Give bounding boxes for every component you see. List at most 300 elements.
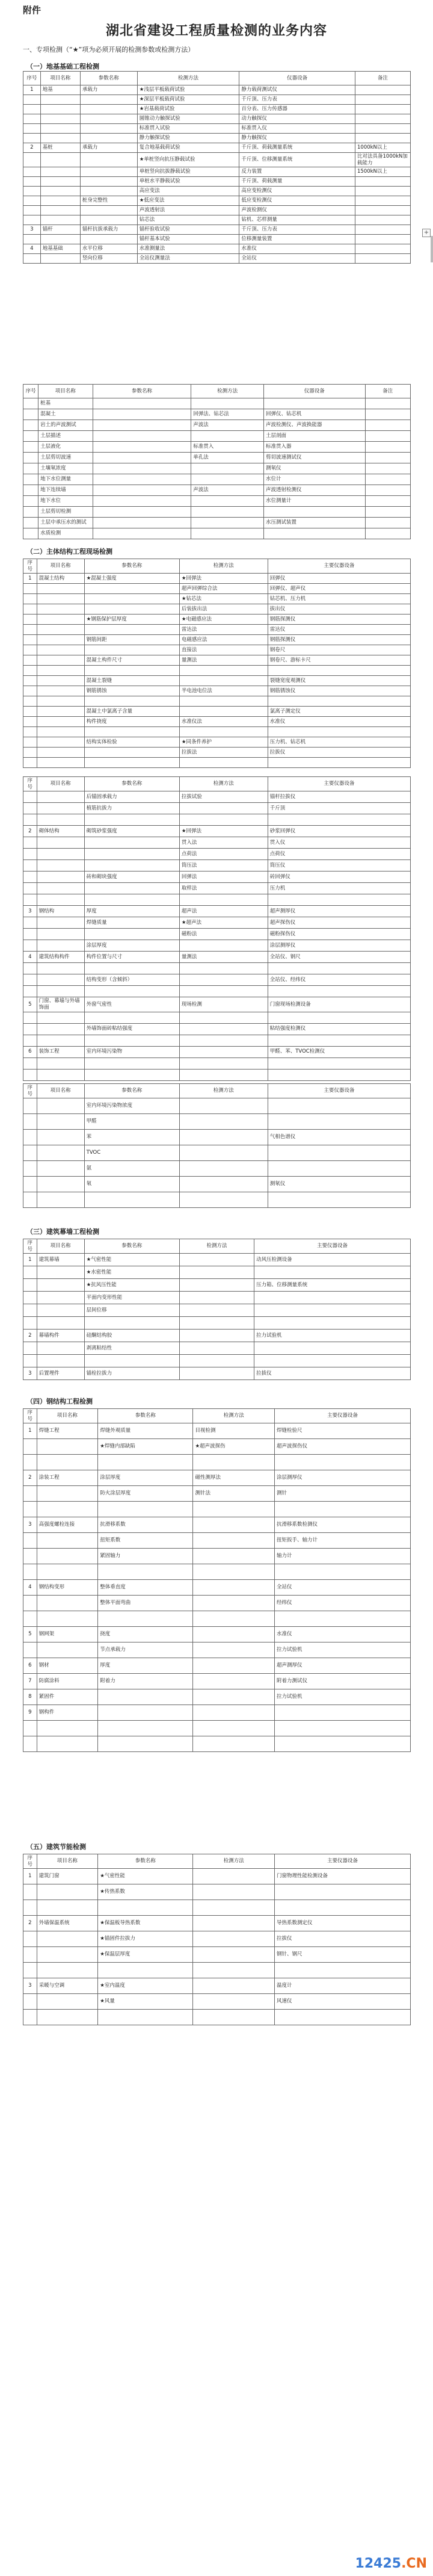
table-cell: 超声测厚仪 [275,1658,411,1674]
table-cell [23,1549,37,1564]
table-row [23,1046,411,1057]
table-row [23,940,411,952]
table-cell [191,507,264,518]
table-cell [40,215,80,225]
table-cell: 复合地基载荷试验 [137,143,239,153]
table-cell [40,134,80,143]
table-row [23,604,411,615]
table-row [23,1069,411,1080]
table-cell [179,676,268,686]
column-header: 序号 [23,559,37,574]
table-cell [23,1342,37,1355]
table-row [23,196,411,206]
table-cell [179,1266,254,1279]
table-cell: 雷达仪 [268,625,410,635]
table-cell: 量测法 [179,952,268,963]
table-cell [23,791,37,803]
table-cell [80,105,137,114]
table-cell [84,1012,179,1023]
table-cell [268,814,410,826]
table-cell [23,1994,37,2010]
table-cell: 拉拔仪 [275,1931,411,1947]
table-cell [37,1611,98,1627]
table-cell: 单桩水平静载试验 [137,177,239,187]
table-cell [268,727,410,737]
table-cell [193,1643,275,1658]
table-cell: 混凝土结构 [37,574,84,584]
table-cell: ★气密性能 [84,1254,179,1266]
table-row [23,254,411,264]
table-cell [365,409,410,420]
table-row [23,1643,411,1658]
table-cell: 高应变检测仪 [239,187,355,196]
table-cell [84,696,179,707]
column-header: 项目名称 [37,1239,84,1254]
table-foundation-extra [23,384,411,539]
table-cell: ★同条件养护 [179,737,268,748]
table-cell: 地基基础 [40,244,80,254]
table-cell: 2 [23,1470,37,1486]
table-cell: 轴力计 [275,1549,411,1564]
table-cell [179,1192,268,1208]
table-cell [23,1884,37,1900]
table-cell [23,1596,37,1611]
column-header: 仪器设备 [263,385,365,398]
table-cell [37,1057,84,1069]
table-cell: 全站仪测量法 [137,254,239,264]
table-cell [268,696,410,707]
table-row [23,442,411,453]
table-row [23,1705,411,1721]
table-cell [84,849,179,860]
table-cell [93,431,191,442]
table-cell [254,1266,411,1279]
table-cell: 2 [23,1916,37,1931]
table-cell [37,696,84,707]
table-cell: 测针 [275,1486,411,1502]
table-row [23,528,411,539]
table-cell: 静力载荷测试仪 [239,85,355,95]
table-cell: 混凝土构件尺寸 [84,655,179,666]
table-cell [37,860,84,872]
table-cell [23,625,37,635]
table-cell [23,940,37,952]
table-row [23,1689,411,1705]
table-cell [80,134,137,143]
table-cell: 1 [23,574,37,584]
table-cell [37,929,84,940]
table-cell: 现场检测 [179,997,268,1012]
table-cell [365,420,410,431]
table-cell [355,187,411,196]
table-cell: 筒压法 [179,860,268,872]
table-cell [37,894,84,906]
expand-icon[interactable]: + [422,229,431,237]
table-cell: ★水密性能 [84,1266,179,1279]
table-cell: 后装拔出法 [179,604,268,615]
table-cell: 幕墙构件 [37,1330,84,1342]
column-header: 检测方法 [137,72,239,85]
table-cell: 9 [23,1705,37,1721]
table-cell [355,85,411,95]
table-cell [37,986,84,997]
column-header: 主要仪器设备 [254,1239,411,1254]
column-header: 项目名称 [37,1084,84,1098]
table-cell [23,883,37,894]
table-cell [80,95,137,105]
table-row [23,1342,411,1355]
table-cell: 钢网架 [37,1627,98,1643]
table-cell [37,748,84,758]
table-cell [80,153,137,167]
table-cell: ★超声波探伤 [193,1439,275,1455]
table-cell: 电磁感应法 [179,635,268,645]
table-cell [37,1098,84,1114]
table-cell [193,1580,275,1596]
table-cell: 千斤顶、荷载测量系统 [239,143,355,153]
attachment-label: 附件 [23,5,41,16]
table-row [23,244,411,254]
table-cell [355,124,411,134]
column-header: 检测方法 [179,1239,254,1254]
page-title: 湖北省建设工程质量检测的业务内容 [105,23,327,39]
table-cell: 混凝土中氯离子含量 [84,707,179,717]
table-cell: 剪切波速测试仪 [263,453,365,463]
column-header: 参数名称 [84,777,179,791]
table-cell: 超声法 [179,906,268,917]
table-cell [80,167,137,177]
table-cell: 节点承载力 [98,1643,193,1658]
table-cell [268,1145,410,1161]
table-cell [23,615,37,625]
table-cell [179,1046,268,1057]
table-cell [193,1455,275,1470]
table-cell [23,1455,37,1470]
table-row [23,105,411,114]
table-cell [191,528,264,539]
table-cell: ★风量 [98,1994,193,2010]
table-cell [98,1502,193,1517]
table-cell: 结构变形（含倾斜） [84,974,179,986]
table-cell [40,187,80,196]
table-cell: 基桩 [40,143,80,153]
subsection-title: （二）主体结构工程现场检测 [26,548,112,556]
table-cell: 粘结强度检测仪 [268,1023,410,1035]
table-cell: 千斤顶、荷载测量 [239,177,355,187]
table-cell: 贯入仪 [268,837,410,849]
table-cell [23,114,41,124]
table-cell [37,1549,98,1564]
table-row [23,85,411,95]
table-cell [98,1900,193,1916]
table-cell [23,1177,37,1192]
table-cell: 声波法 [191,485,264,496]
table-cell [193,1978,275,1994]
column-header: 项目名称 [37,559,84,574]
table-cell: 结构实体检验 [84,737,179,748]
table-cell: 6 [23,1658,37,1674]
table-cell: 拉力试验机 [275,1689,411,1705]
table-cell [23,717,37,727]
table-cell [37,615,84,625]
table-cell [23,153,41,167]
table-cell: 雷达法 [179,625,268,635]
table-cell: 超声回弹综合法 [179,584,268,594]
table-row [23,1978,411,1994]
table-cell [179,1098,268,1114]
table-cell: 后锚固承载力 [84,791,179,803]
table-cell [84,963,179,974]
table-cell [37,737,84,748]
table-cell [355,134,411,143]
table-cell [23,215,41,225]
table-cell [193,1869,275,1884]
table-cell [84,666,179,676]
table-cell [193,2010,275,2025]
table-cell: 建筑结构构件 [37,952,84,963]
table-cell: 钻芯机、压力机 [268,594,410,604]
table-cell: 构件挠度 [84,717,179,727]
column-header: 检测方法 [193,1409,275,1423]
table-cell [23,1502,37,1517]
table-cell [40,153,80,167]
table-cell: 层间位移 [84,1304,179,1317]
table-cell [80,124,137,134]
table-header-row [23,1239,411,1254]
table-cell [268,1192,410,1208]
column-header: 项目名称 [38,385,93,398]
table-header-row [23,72,411,85]
table-cell [365,463,410,474]
table-cell [268,1057,410,1069]
scrollbar[interactable] [431,236,433,262]
table-row [23,872,411,883]
table-cell [23,696,37,707]
table-cell [23,666,37,676]
table-cell [84,1057,179,1069]
table-cell: 后置埋件 [37,1367,84,1380]
table-cell [23,485,38,496]
table-row [23,431,411,442]
table-cell [23,409,38,420]
table-row [23,1161,411,1177]
table-cell [23,1947,37,1963]
table-energy-saving [23,1854,411,2025]
table-cell: 地下连续墙 [38,485,93,496]
table-cell [193,1549,275,1564]
table-cell [37,1994,98,2010]
table-cell: 标准贯入器 [263,442,365,453]
table-cell [37,1736,98,1752]
table-row [23,676,411,686]
table-row [23,1564,411,1580]
table-cell: 声波透射检测仪 [263,485,365,496]
table-cell [37,1192,84,1208]
table-cell [23,1486,37,1502]
table-row [23,615,411,625]
table-cell: 磁粉法 [179,929,268,940]
table-row [23,1035,411,1046]
table-cell [40,235,80,244]
table-cell: 回弹仪 [268,574,410,584]
table-row [23,1611,411,1627]
table-cell: 地下水位 [38,496,93,507]
table-cell [40,167,80,177]
table-cell [37,963,84,974]
table-cell [23,635,37,645]
table-cell [84,604,179,615]
table-cell: ★回弹法 [179,574,268,584]
table-cell: ★超声法 [179,917,268,929]
table-row [23,1486,411,1502]
table-cell [193,1658,275,1674]
table-cell [23,507,38,518]
table-header-row [23,1854,411,1869]
table-cell [179,666,268,676]
table-cell: 钢筋间距 [84,635,179,645]
table-cell [193,1502,275,1517]
table-cell [193,1721,275,1736]
table-cell [23,187,41,196]
table-header-row [23,777,411,791]
table-cell [23,1098,37,1114]
table-cell: 桩身完整性 [80,196,137,206]
column-header: 备注 [355,72,411,85]
table-cell: 地下水位测量 [38,474,93,485]
table-row [23,235,411,244]
table-cell [23,1012,37,1023]
table-cell: 外墙保温系统 [37,1916,98,1931]
column-header: 参数名称 [80,72,137,85]
table-cell [84,883,179,894]
table-cell: 低应变检测仪 [239,196,355,206]
table-cell [84,1069,179,1080]
table-row [23,645,411,655]
table-cell: 3 [23,1367,37,1380]
table-cell [23,1900,37,1916]
column-header: 项目名称 [37,777,84,791]
subsection-title: （四）钢结构工程检测 [26,1398,93,1405]
table-cell [268,1098,410,1114]
table-cell [23,1317,37,1330]
table-cell [37,1947,98,1963]
table-cell [80,215,137,225]
table-cell: 位移测量装置 [239,235,355,244]
table-row [23,453,411,463]
table-cell [268,986,410,997]
table-cell [23,177,41,187]
table-cell [37,1177,84,1192]
table-cell [37,1355,84,1367]
table-cell: 焊缝工程 [37,1423,98,1439]
table-row [23,791,411,803]
table-cell: 水准仪 [268,717,410,727]
table-cell: 土层中承压水的测试 [38,518,93,528]
table-row [23,409,411,420]
table-row [23,95,411,105]
table-cell [365,518,410,528]
table-cell: 4 [23,244,41,254]
table-cell: 拉力试验机 [254,1330,411,1342]
table-cell [275,1455,411,1470]
table-cell [37,1533,98,1549]
table-cell [37,849,84,860]
table-row [23,1423,411,1439]
table-cell: 超声波探伤仪 [275,1439,411,1455]
table-cell [268,1069,410,1080]
table-header-row [23,1409,411,1423]
table-cell [179,1161,268,1177]
table-cell [193,1689,275,1705]
table-cell [23,872,37,883]
table-cell [23,686,37,696]
table-cell [23,929,37,940]
table-main-structure [23,559,411,768]
table-cell [23,1292,37,1304]
table-cell [275,2010,411,2025]
table-row [23,1674,411,1689]
table-row [23,860,411,872]
table-cell: 涂层厚度 [84,940,179,952]
table-cell [191,474,264,485]
table-cell [365,398,410,409]
table-row [23,594,411,604]
table-cell [179,696,268,707]
table-cell: 厚度 [84,906,179,917]
table-cell [40,196,80,206]
table-cell [84,1317,179,1330]
table-cell [84,814,179,826]
table-row [23,124,411,134]
table-cell [355,196,411,206]
table-cell [37,803,84,814]
table-cell: 动风压检测设备 [254,1254,411,1266]
table-cell [23,1057,37,1069]
table-cell [365,496,410,507]
table-cell: 土层剪切检测 [38,507,93,518]
table-cell: 混凝土 [38,409,93,420]
table-cell [98,2010,193,2025]
table-cell [23,917,37,929]
table-cell [37,1012,84,1023]
table-cell: 土层描述 [38,431,93,442]
table-cell [23,496,38,507]
table-cell: 水准测量法 [137,244,239,254]
table-steel-structure [23,1408,411,1752]
table-row [23,758,411,768]
table-row [23,153,411,167]
table-cell: 拉拔仪 [254,1367,411,1380]
table-cell [263,528,365,539]
table-cell: TVOC [84,1145,179,1161]
table-cell [23,837,37,849]
table-cell [23,604,37,615]
table-cell [98,1963,193,1978]
column-header: 备注 [365,385,410,398]
table-cell: 焊缝外观质量 [98,1423,193,1439]
table-cell [84,584,179,594]
table-cell: 门窗物理性能检测设备 [275,1869,411,1884]
column-header: 序号 [23,385,38,398]
table-row [23,1279,411,1292]
table-cell [23,1069,37,1080]
table-cell: 单桩竖向抗拔静载试验 [137,167,239,177]
table-cell [23,235,41,244]
table-cell: 回弹仪、超声仪 [268,584,410,594]
table-cell [193,1963,275,1978]
column-header: 检测方法 [179,777,268,791]
table-cell [179,1304,254,1317]
